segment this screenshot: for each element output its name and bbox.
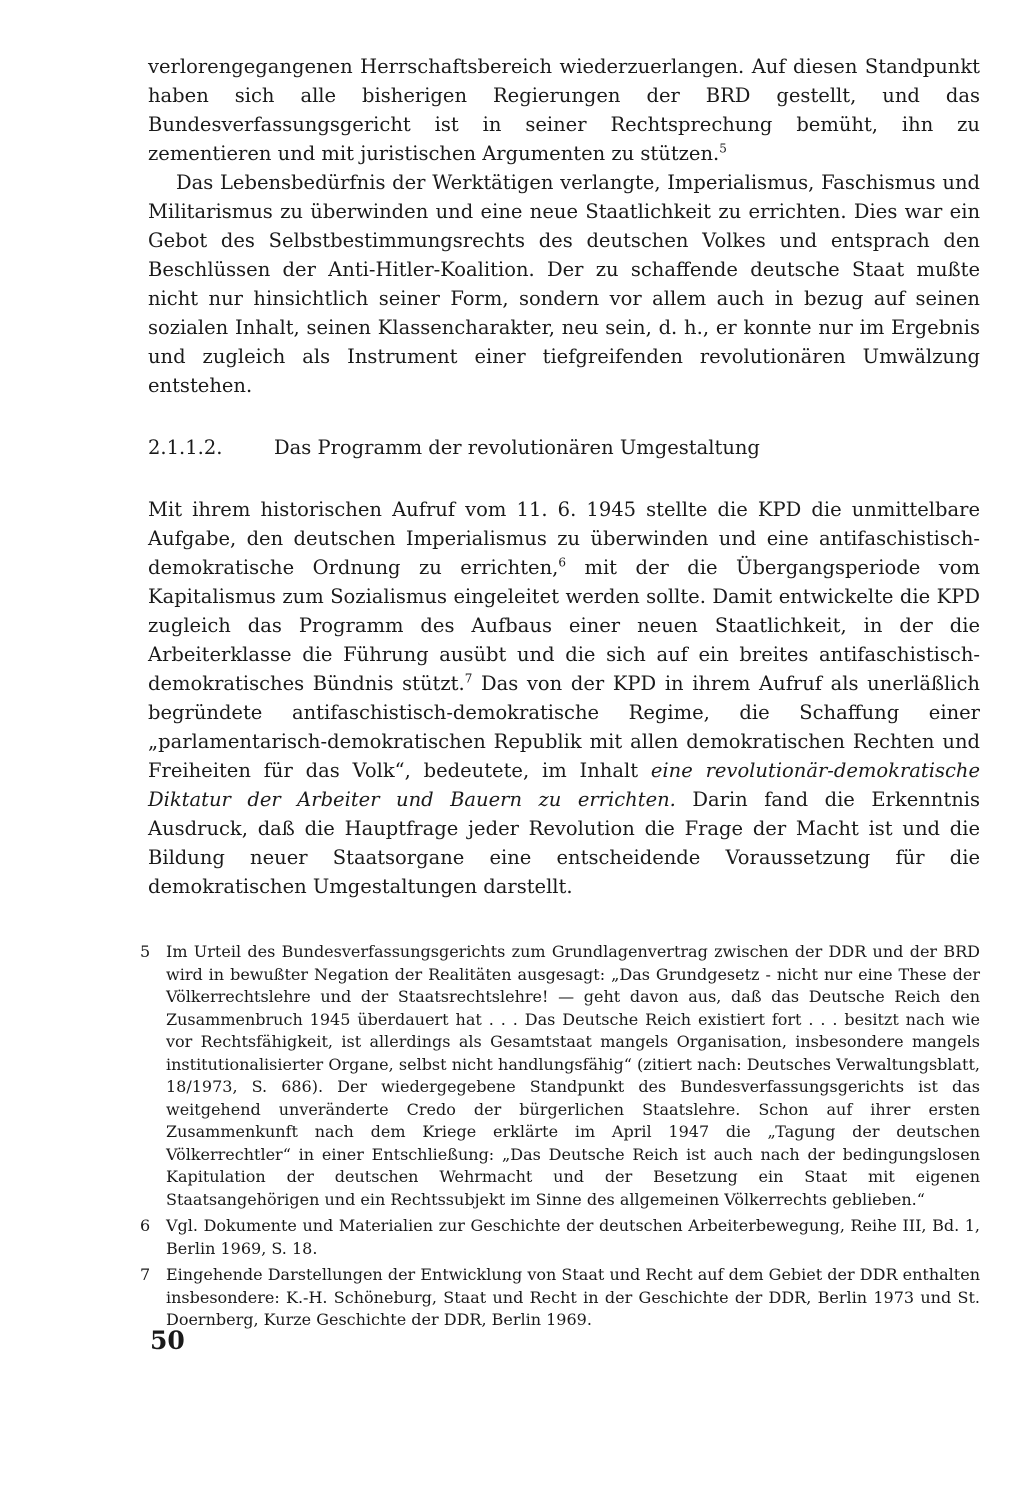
paragraph-text: Das Lebensbedürfnis der Werktätigen verlangte, Imperialismus, Faschismus und Militarismus zu überwinden und eine neue Staatlichkeit zu errichten. Dies war ein Gebot des Selbstbestimmungsrechts des deutschen Volkes und entsprach den Beschlüssen der Anti-Hitler-Koalition. Der zu schaffende deutsche Staat mußte nicht nur hinsichtlich seiner Form, sondern vor allem auch in bezug auf seinen sozialen Inhalt, seinen Klassencharakter, neu sein, d. h., er konnte nur im Ergebnis und zugleich als Instrument einer tiefgreifenden revolutionären Umwälzung entstehen. bbox=[148, 171, 980, 397]
section-title: Das Programm der revolutionären Umgestaltung bbox=[274, 436, 760, 459]
body-paragraph-2 bbox=[148, 168, 980, 400]
paragraph-text: Das von der KPD in ihrem Aufruf als unerläßlich begründete antifaschistisch-demokratische Regime, die Schaffung einer „parlamentarisch-demokratischen Republik mit allen demokratischen Rechten und Freiheiten für das Volk“, bedeutete, im Inhalt bbox=[148, 672, 980, 782]
emphasized-text: eine revolutionär-demokratische Diktatur der Arbeiter und Bauern zu errichten. bbox=[148, 759, 981, 811]
section-heading bbox=[148, 434, 980, 462]
paragraph-text: Mit ihrem historischen Aufruf vom 11. 6. 1945 stellte die KPD die unmittelbare Aufgabe, den deutschen Imperialismus zu überwinden und eine antifaschistisch-demokratische Ordnung zu errichten, bbox=[148, 498, 980, 579]
paragraph-text: Darin fand die Erkenntnis Ausdruck, daß die Hauptfrage jeder Revolution die Frage der Macht ist und die Bildung neuer Staatsorgane eine entscheidende Voraussetzung für die demokratischen Umgestaltungen darstellt. bbox=[148, 788, 980, 898]
document-page bbox=[140, 52, 981, 1336]
body-paragraph-1 bbox=[148, 52, 980, 168]
footnote-text: Im Urteil des Bundesverfassungsgerichts zum Grundlagenvertrag zwischen der DDR und der BRD wird in bewußter Negation der Realitäten ausgesagt: „Das Grundgesetz - nicht nur eine These der Völkerrechtslehre und der Staatsrechtslehre! — geht davon aus, daß das Deutsche Reich den Zusammenbruch 1945 überdauert hat . . . Das Deutsche Reich existiert fort . . . besitzt nach wie vor Rechtsfähigkeit, ist allerdings als Gesamtstaat mangels Organisation, insbesondere mangels institutionalisierter Organe, selbst nicht handlungsfähig“ (zitiert nach: Deutsches Verwaltungsblatt, 18/1973, S. 686). Der wiedergegebene Standpunkt des Bundesverfassungsgerichts ist das weitgehend unveränderte Credo der bürgerlichen Staatslehre. Schon auf ihrer ersten Zusammenkunft nach dem Kriege erklärte im April 1947 die „Tagung der deutschen Völkerrechtler“ in einer Entschließung: „Das Deutsche Reich ist auch nach der bedingungslosen Kapitulation der deutschen Wehrmacht und der Besetzung ein Staat mit eigenen Staatsangehörigen und ein Rechtssubjekt im Sinne des allgemeinen Völkerrechts geblieben.“ bbox=[166, 942, 980, 1209]
footnote-ref-7[interactable]: 7 bbox=[464, 671, 473, 686]
footnote-ref-6[interactable]: 6 bbox=[558, 555, 566, 570]
footnote-ref-5[interactable]: 5 bbox=[719, 141, 727, 156]
footnote-6 bbox=[126, 1215, 980, 1260]
paragraph-text: verlorengegangenen Herrschaftsbereich wiederzuerlangen. Auf diesen Standpunkt haben sich alle bisherigen Regierungen der BRD gestellt, und das Bundesverfassungsgericht ist in seiner Rechtsprechung bemüht, ihn zu zementieren und mit juristischen Argumenten zu stützen. bbox=[148, 55, 980, 165]
footnote-text: Eingehende Darstellungen der Entwicklung von Staat und Recht auf dem Gebiet der DDR enthalten insbesondere: K.-H. Schöneburg, Staat und Recht in der Geschichte der DDR, Berlin 1973 und St. Doernberg, Kurze Geschichte der DDR, Berlin 1969. bbox=[166, 1265, 980, 1329]
footnote-5 bbox=[126, 941, 980, 1211]
paragraph-text: mit der die Übergangsperiode vom Kapitalismus zum Sozialismus eingeleitet werden sollte. Damit entwickelte die KPD zugleich das Programm des Aufbaus einer neuen Staatlichkeit, in der die Arbeiterklasse die Führung ausübt und die sich auf ein breites antifaschistisch-demokratisches Bündnis stützt. bbox=[148, 556, 981, 695]
footnote-number: 7 bbox=[140, 1265, 151, 1284]
footnote-text: Vgl. Dokumente und Materialien zur Geschichte der deutschen Arbeiterbewegung, Reihe III, Bd. 1, Berlin 1969, S. 18. bbox=[166, 1216, 980, 1258]
footnote-number: 6 bbox=[140, 1216, 151, 1235]
footnotes bbox=[140, 941, 980, 1332]
page-number: 50 bbox=[150, 1326, 185, 1355]
body-paragraph-3 bbox=[148, 495, 980, 901]
section-number: 2.1.1.2. bbox=[148, 436, 223, 459]
footnote-number: 5 bbox=[140, 942, 151, 961]
footnote-7 bbox=[126, 1264, 980, 1332]
